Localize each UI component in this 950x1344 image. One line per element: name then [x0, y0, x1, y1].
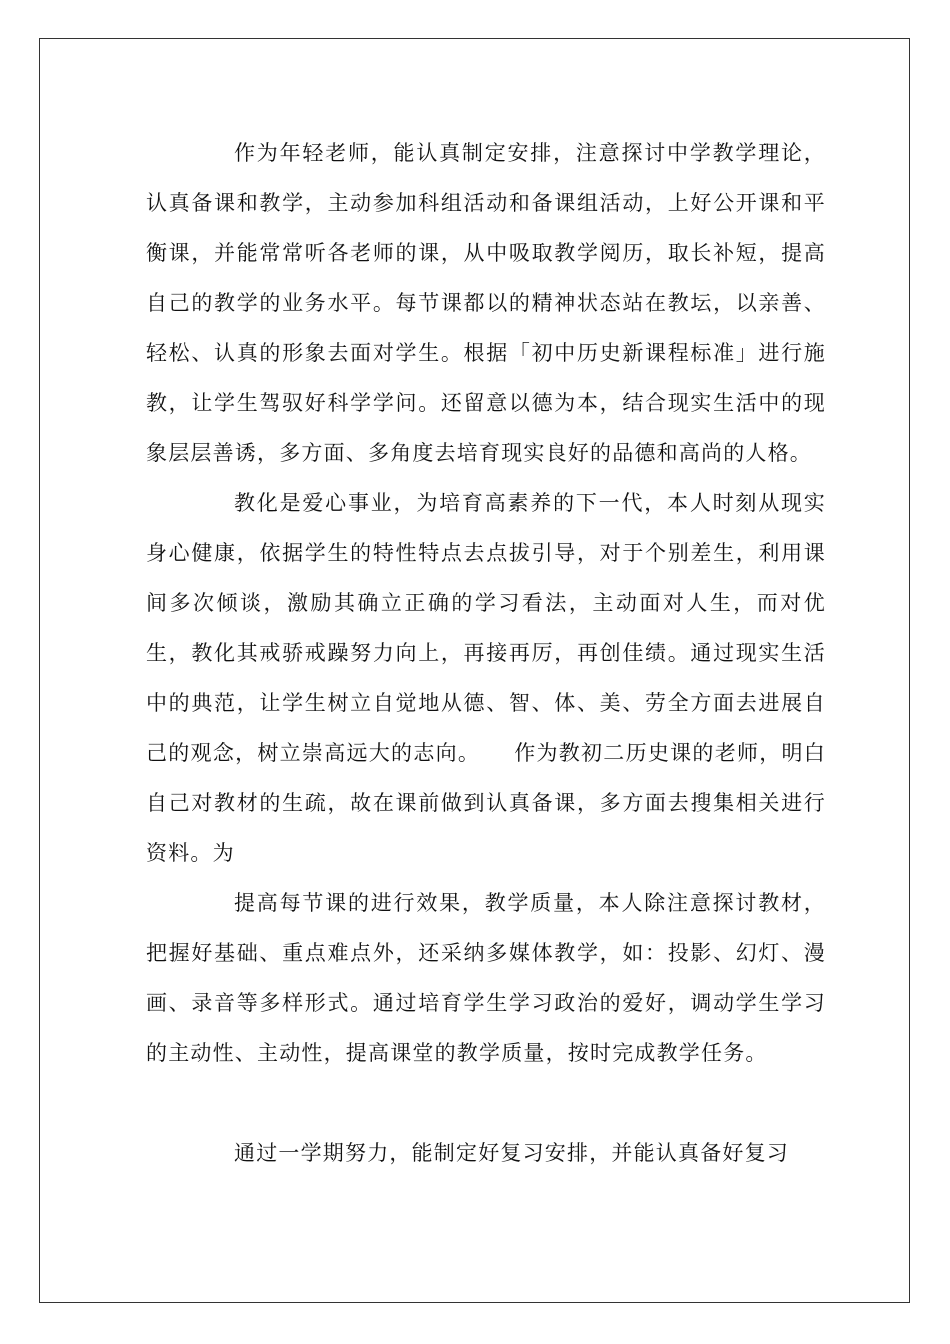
- document-body: [146, 128, 826, 1178]
- paragraph-4: 通过一学期努力，能制定好复习安排，并能认真备好复习: [234, 1141, 789, 1165]
- paragraph-2: 教化是爱心事业，为培育高素养的下一代，本人时刻从现实身心健康，依据学生的特性特点去点拔引导，对于个别差生，利用课间多次倾谈，激励其确立正确的学习看法，主动面对人生，而对优生，教化其戒骄戒躁努力向上，再接再厉，再创佳绩。通过现实生活中的典范，让学生树立自觉地从德、智、体、美、劳全方面去进展自己的观念，树立崇高远大的志向。 作为教初二历史课的老师，明白自己对教材的生疏，故在课前做到认真备课，多方面去搜集相关进行资料。为: [146, 491, 826, 865]
- paragraph-1: 作为年轻老师，能认真制定安排，注意探讨中学教学理论，认真备课和教学，主动参加科组活动和备课组活动，上好公开课和平衡课，并能常常听各老师的课，从中吸取教学阅历，取长补短，提高自己的教学的业务水平。每节课都以的精神状态站在教坛，以亲善、轻松、认真的形象去面对学生。根据「初中历史新课程标准」进行施教，让学生驾驭好科学学问。还留意以德为本，结合现实生活中的现象层层善诱，多方面、多角度去培育现实良好的品德和高尚的人格。: [146, 141, 826, 465]
- paragraph-3: 提高每节课的进行效果，教学质量，本人除注意探讨教材，把握好基础、重点难点外，还采纳多媒体教学，如：投影、幻灯、漫画、录音等多样形式。通过培育学生学习政治的爱好，调动学生学习的主动性、主动性，提高课堂的教学质量，按时完成教学任务。: [146, 891, 826, 1065]
